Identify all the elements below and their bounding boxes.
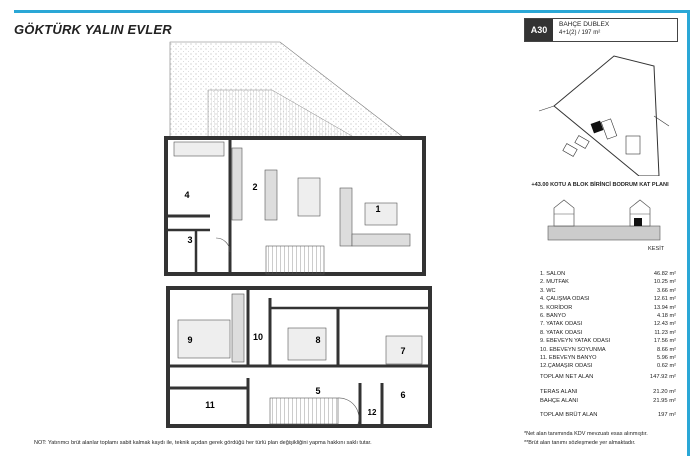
legal-note: NOT: Yatırımcı brüt alanlar toplamı sabit kalmak kaydı ile, teknik açıdan gerek gördüğü her türlü plan değişikliğini yapma hakkını saklı tutar. — [34, 440, 372, 446]
plan-title: +43.00 KOTU A BLOK BİRİNCİ BODRUM KAT PLANI — [531, 182, 669, 188]
footnote-net: *Net alan tanımında KDV mevzuatı esas alınmıştır. — [524, 431, 648, 437]
room-row: 10. EBEVEYN SOYUNMA 8.66 m² — [540, 346, 676, 353]
room-row: 6. BANYO 4.18 m² — [540, 312, 676, 319]
room-row: 7. YATAK ODASI 12.43 m² — [540, 321, 676, 328]
unit-info-panel — [524, 18, 676, 438]
unit-subtitle: 4+1(2) / 197 m² — [559, 30, 601, 36]
total-net-area: TOPLAM NET ALAN 147.92 m² — [540, 374, 676, 380]
room-row: 2. MUTFAK 10.25 m² — [540, 279, 676, 286]
room-number-9: 9 — [187, 335, 193, 345]
room-number-3: 3 — [187, 235, 193, 245]
garden-area-row: BAHÇE ALANI 21.95 m² — [540, 398, 676, 404]
room-number-12: 12 — [367, 408, 377, 417]
room-area-list — [540, 270, 676, 371]
room-row: 12.ÇAMAŞIR ODASI 0.62 m² — [540, 363, 676, 370]
room-number-6: 6 — [400, 390, 406, 400]
room-row: 5. KORİDOR 13.94 m² — [540, 304, 676, 311]
section-diagram — [544, 194, 664, 244]
top-frame-line — [14, 10, 690, 13]
terrace-area-row: TERAS ALANI 21.20 m² — [540, 389, 676, 395]
unit-code: A30 — [525, 19, 553, 41]
total-gross-area: TOPLAM BRÜT ALAN 197 m² — [540, 412, 676, 418]
floor-plan — [160, 38, 440, 443]
room-number-11: 11 — [205, 400, 215, 410]
room-number-8: 8 — [315, 335, 321, 345]
section-label: KESİT — [648, 246, 665, 252]
room-number-5: 5 — [315, 386, 321, 396]
room-row: 3. WC 3.66 m² — [540, 287, 676, 294]
room-row: 8. YATAK ODASI 11.23 m² — [540, 329, 676, 336]
room-number-10: 10 — [252, 332, 264, 342]
floor-plan-drawing — [160, 38, 440, 438]
right-frame-line — [687, 10, 690, 456]
room-number-7: 7 — [400, 346, 406, 356]
unit-header — [524, 18, 678, 42]
site-key-plan — [534, 46, 674, 176]
room-row: 4. ÇALIŞMA ODASI 12.61 m² — [540, 296, 676, 303]
room-number-4: 4 — [184, 190, 190, 200]
room-row: 1. SALON 46.82 m² — [540, 271, 676, 277]
brand-title: GÖKTÜRK YALIN EVLER — [14, 22, 172, 37]
room-number-1: 1 — [375, 204, 381, 214]
room-row: 9. EBEVEYN YATAK ODASI 17.56 m² — [540, 338, 676, 345]
room-number-2: 2 — [252, 182, 258, 192]
unit-type: BAHÇE DUBLEX — [559, 21, 610, 28]
footnote-gross: **Brüt alan tanımı sözleşmede yer almaktadır. — [524, 440, 636, 446]
room-row: 11. EBEVEYN BANYO 5.96 m² — [540, 354, 676, 361]
